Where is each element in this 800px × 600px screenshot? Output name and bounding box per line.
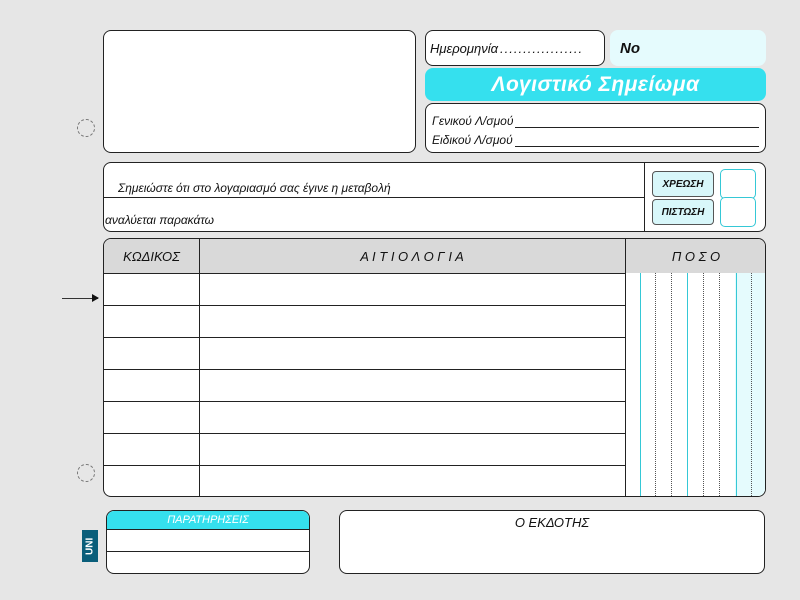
table-row[interactable] [104, 305, 625, 337]
credit-checkbox[interactable] [720, 197, 756, 227]
date-box [425, 30, 605, 66]
credit-button[interactable]: ΠΙΣΤΩΣΗ [652, 199, 714, 225]
note-line-1: Σημειώστε ότι στο λογαριασμό σας έγινε η μεταβολή [118, 181, 391, 195]
debit-button[interactable]: ΧΡΕΩΣΗ [652, 171, 714, 197]
col-code-header: ΚΩΔΙΚΟΣ [123, 248, 180, 264]
issuer-label: Ο ΕΚΔΟΤΗΣ [514, 515, 590, 530]
general-account-field[interactable] [515, 117, 759, 128]
note-line-2: αναλύεται παρακάτω [105, 213, 215, 227]
table-row[interactable] [104, 337, 625, 369]
date-label: Ημερομηνία [430, 40, 499, 56]
document-title: Λογιστικό Σημείωμα [425, 68, 766, 101]
punch-hole-bottom [77, 464, 95, 482]
table-row[interactable] [104, 465, 625, 497]
general-account-label: Γενικού Λ/σμού [432, 114, 514, 128]
cents-column [735, 273, 765, 496]
col-amount-header: Π Ο Σ Ο [671, 248, 721, 264]
remarks-label: ΠΑΡΑΤΗΡΗΣΕΙΣ [107, 511, 309, 530]
issuer-box[interactable] [339, 510, 765, 574]
entries-table [103, 238, 766, 497]
uni-logo [82, 530, 98, 562]
remarks-field[interactable] [107, 530, 309, 573]
table-row[interactable] [104, 369, 625, 401]
number-box [610, 30, 766, 66]
arrow-head-icon [92, 294, 99, 302]
remarks-box [106, 510, 310, 574]
specific-account-field[interactable] [515, 136, 759, 147]
note-box [103, 162, 766, 232]
number-label: No [620, 39, 640, 57]
table-row[interactable] [104, 433, 625, 465]
debit-checkbox[interactable] [720, 169, 756, 199]
amount-column[interactable] [625, 273, 765, 496]
punch-hole-top [77, 119, 95, 137]
col-reason-header: Α Ι Τ Ι Ο Λ Ο Γ Ι Α [360, 248, 464, 264]
table-row[interactable] [104, 401, 625, 433]
table-row[interactable] [104, 273, 625, 305]
logo-text: UNI [84, 537, 96, 555]
accounts-box [425, 103, 766, 153]
logo-stamp-area [103, 30, 416, 153]
specific-account-label: Ειδικού Λ/σμού [432, 133, 513, 147]
date-field[interactable]: .................. [500, 40, 584, 56]
